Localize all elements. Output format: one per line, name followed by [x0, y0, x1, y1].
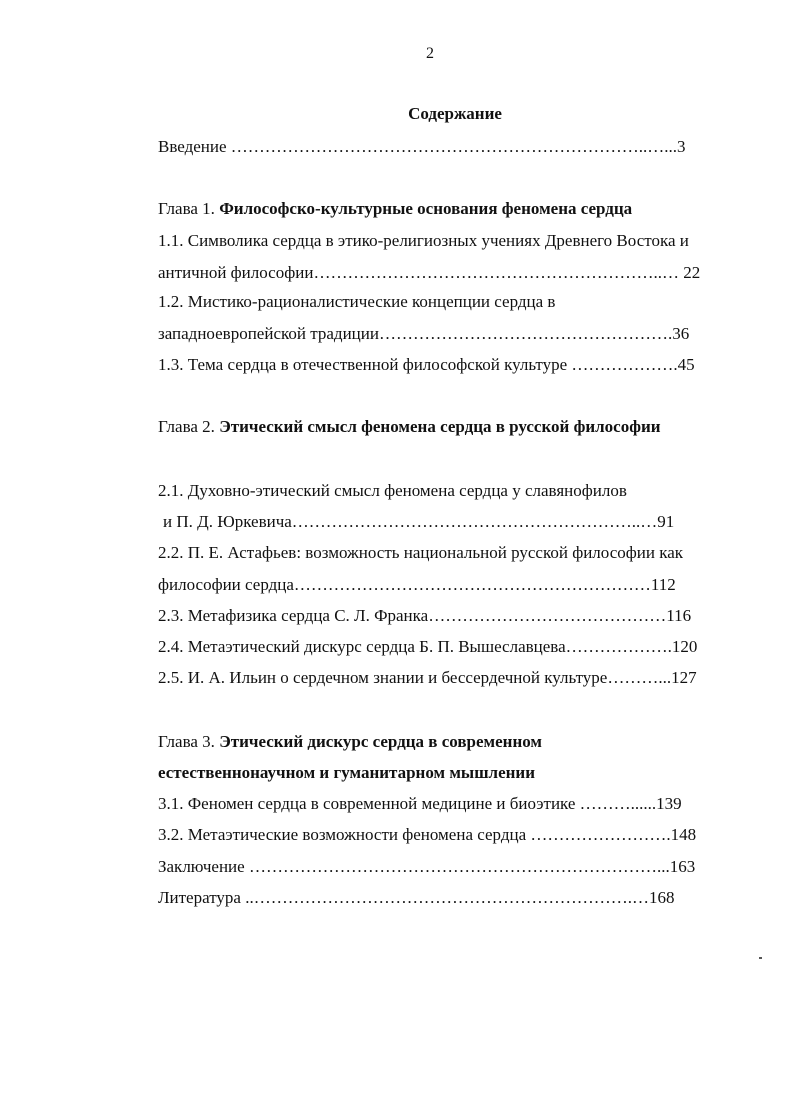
- toc-entry-3-1: 3.1. Феномен сердца в современной медицине и биоэтике ………......139: [158, 794, 682, 813]
- chapter-3-title-line-1: Этический дискурс сердца в современном: [219, 732, 543, 751]
- toc-entry-2-2-line-2: философии сердца………………………………………………………112: [158, 575, 676, 594]
- chapter-3-heading: [158, 733, 542, 750]
- chapter-1-heading: [158, 200, 632, 217]
- toc-entry-2-4: 2.4. Метаэтический дискурс сердца Б. П. Вышеславцева……………….120: [158, 637, 698, 656]
- chapter-2-title: Этический смысл феномена сердца в русской философии: [219, 417, 661, 436]
- chapter-3-title-line-2: естественнонаучном и гуманитарном мышлении: [158, 763, 536, 782]
- toc-entry-2-5: 2.5. И. А. Ильин о сердечном знании и бессердечной культуре………...127: [158, 668, 697, 687]
- toc-entry-2-3: 2.3. Метафизика сердца С. Л. Франка……………………………………116: [158, 606, 692, 625]
- page-number: 2: [426, 45, 434, 62]
- toc-entry-literature: Литература ..………………………………………………………….…168: [158, 888, 675, 907]
- chapter-1-prefix: Глава 1.: [158, 199, 220, 218]
- toc-entry-1-2-line-1: 1.2. Мистико-рационалистические концепции сердца в: [158, 292, 556, 311]
- toc-title: Содержание: [408, 104, 502, 123]
- scan-artifact: [759, 957, 762, 959]
- toc-entry-1-3: 1.3. Тема сердца в отечественной философской культуре ……………….45: [158, 355, 695, 374]
- chapter-1-title: Философско-культурные основания феномена сердца: [219, 199, 633, 218]
- chapter-2-heading: [158, 418, 661, 435]
- toc-entry-1-1-line-2: античной философии……………………………………………………..… 22: [158, 263, 701, 282]
- toc-entry-1-1-line-1: 1.1. Символика сердца в этико-религиозных учениях Древнего Востока и: [158, 231, 689, 250]
- toc-entry-2-2-line-1: 2.2. П. Е. Астафьев: возможность национальной русской философии как: [158, 543, 684, 562]
- chapter-3-prefix: Глава 3.: [158, 732, 220, 751]
- toc-entry-2-1-line-2: и П. Д. Юркевича……………………………………………………..…91: [163, 512, 675, 531]
- toc-entry-3-2: 3.2. Метаэтические возможности феномена сердца …………………….148: [158, 825, 697, 844]
- toc-entry-intro: Введение ………………………………………………………………..…...3: [158, 137, 686, 156]
- toc-entry-conclusion: Заключение ………………………………………………………………...163: [158, 857, 696, 876]
- chapter-2-prefix: Глава 2.: [158, 417, 220, 436]
- toc-entry-1-2-line-2: западноевропейской традиции…………………………………………….36: [158, 324, 690, 343]
- toc-entry-2-1-line-1: 2.1. Духовно-этический смысл феномена сердца у славянофилов: [158, 481, 627, 500]
